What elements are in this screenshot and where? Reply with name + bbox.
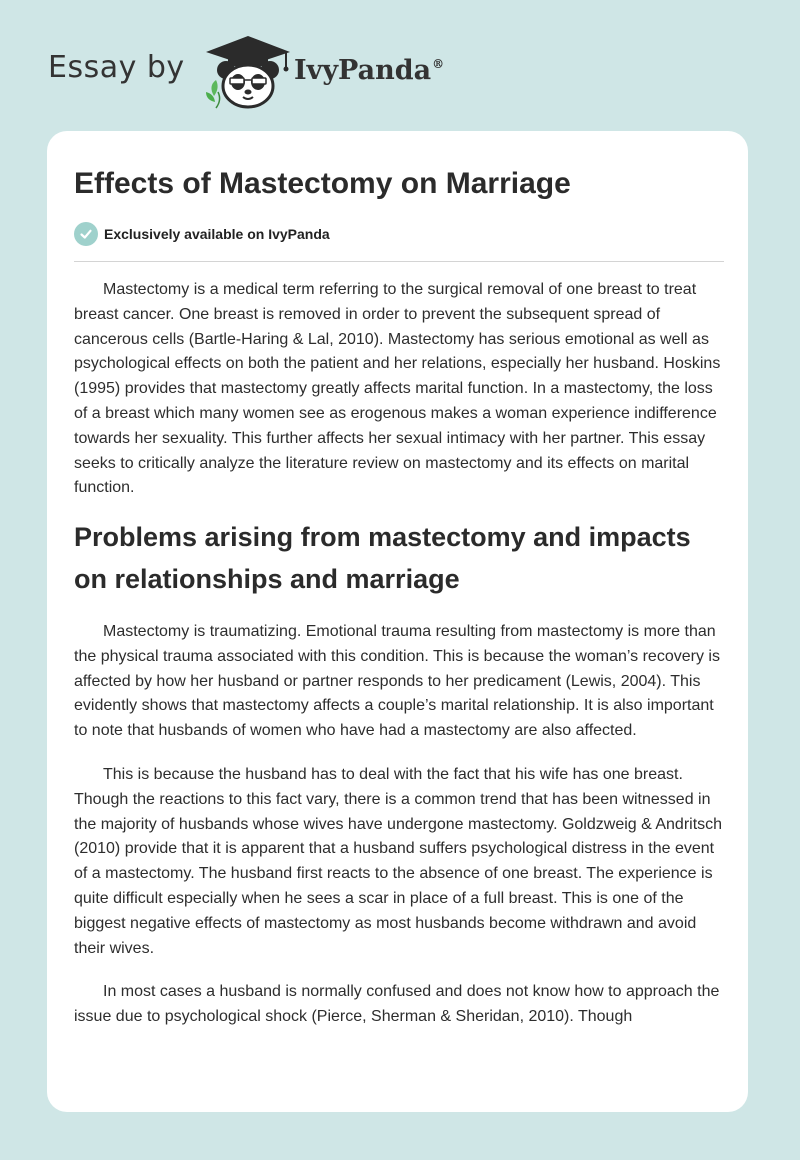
- check-icon: [74, 222, 98, 246]
- divider: [74, 261, 724, 262]
- intro-block: [74, 278, 724, 520]
- essay-card: [47, 131, 748, 1112]
- body-paragraph: Mastectomy is traumatizing. Emotional trauma resulting from mastectomy is more than the physical trauma associated with this condition. This is because the woman’s recovery is affected by how her husband or partner responds to her predicament (Lewis, 2004). This evidently shows that mastectomy affects a couple’s marital relationship. It is also important to note that husbands of women who have had a mastectomy are also affected.: [74, 623, 720, 740]
- section-heading: Problems arising from mastectomy and impacts on relationships and marriage: [74, 522, 691, 594]
- exclusive-badge: [74, 222, 330, 246]
- intro-paragraph: Mastectomy is a medical term referring to the surgical removal of one breast to treat breast cancer. One breast is removed in order to prevent the subsequent spread of cancerous cells (Bartle-Haring & Lal, 2010). Mastectomy has serious emotional as well as psychological effects on both the patient and her relations, especially her husband. Hoskins (1995) provides that mastectomy greatly affects marital function. In a mastectomy, the loss of a breast which many women see as erogenous makes a woman experience indifference towards her sexuality. This further affects her sexual intimacy with her partner. This essay seeks to critically analyze the literature review on mastectomy and its effects on marital function.: [74, 281, 721, 497]
- badge-label: Exclusively available on IvyPanda: [104, 226, 330, 242]
- body-paragraph: This is because the husband has to deal with the fact that his wife has one breast. Though the reactions to this fact vary, there is a common trend that has been witnessed in the majority of husbands whose wives have undergone mastectomy. Goldzweig & Andritsch (2010) provide that it is apparent that a husband suffers psychological distress in the event of a mastectomy. The husband first reacts to the absence of one breast. The experience is quite difficult especially when he sees a scar in place of a full breast. This is one of the biggest negative effects of mastectomy as most husbands become withdrawn and avoid their wives.: [74, 765, 723, 957]
- brand-text: IvyPanda: [294, 55, 432, 86]
- essay-by-label: Essay by: [48, 50, 185, 85]
- section-body: [74, 620, 724, 1049]
- brand-name[interactable]: [294, 55, 444, 86]
- body-paragraph: In most cases a husband is normally confused and does not know how to approach the issue due to psychological shock (Pierce, Sherman & Sheridan, 2010). Though: [74, 983, 720, 1026]
- site-header: [0, 0, 800, 130]
- registered-mark: ®: [432, 57, 445, 71]
- ivypanda-logo-icon[interactable]: [198, 34, 298, 110]
- essay-title: Effects of Mastectomy on Marriage: [74, 167, 571, 200]
